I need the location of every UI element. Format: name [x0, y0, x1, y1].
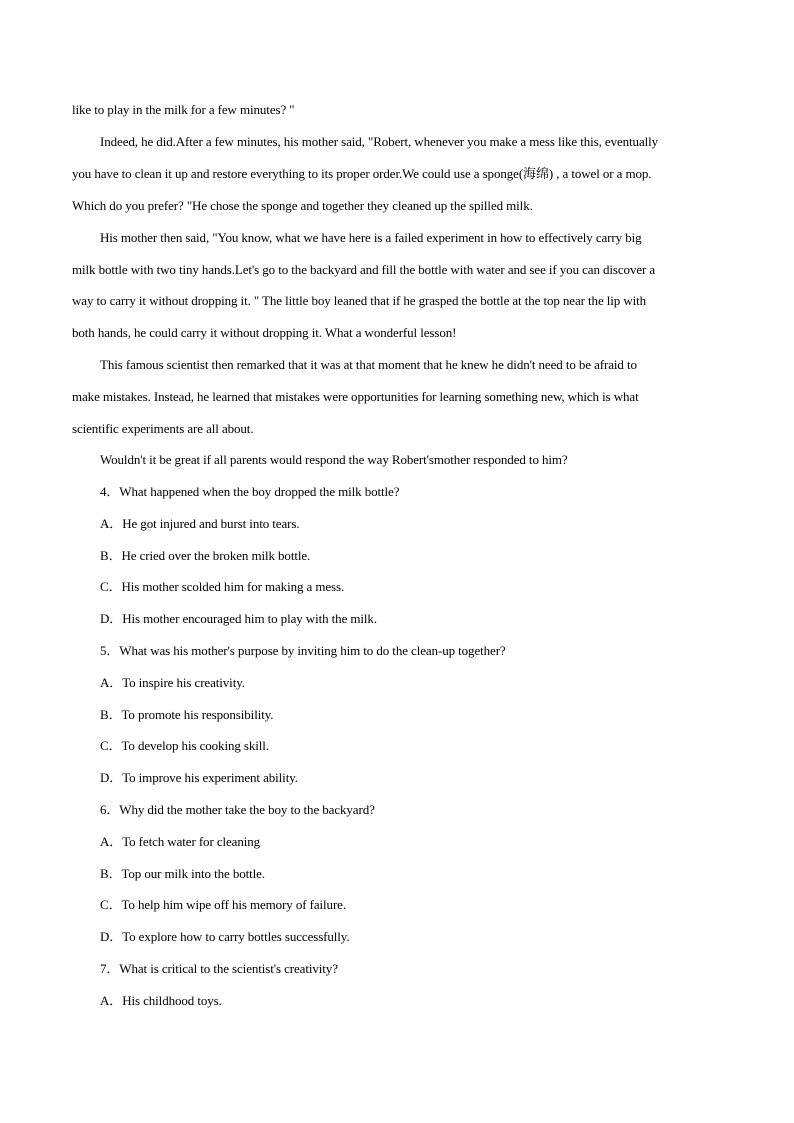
passage-line: like to play in the milk for a few minutes? " — [72, 102, 295, 117]
passage-line: both hands, he could carry it without dropping it. What a wonderful lesson! — [72, 325, 457, 340]
question-stem: 4．What happened when the boy dropped the milk bottle? — [100, 484, 400, 499]
answer-option: C．To develop his cooking skill. — [100, 738, 269, 753]
passage-line: scientific experiments are all about. — [72, 421, 254, 436]
passage-line: make mistakes. Instead, he learned that mistakes were opportunities for learning something new, which is what — [72, 389, 639, 404]
passage-line: way to carry it without dropping it. " The little boy leaned that if he grasped the bottle at the top near the lip with — [72, 293, 647, 308]
answer-option: D．To improve his experiment ability. — [100, 770, 298, 785]
passage-line: Indeed, he did.After a few minutes, his mother said, "Robert, whenever you make a mess like this, eventually — [100, 134, 659, 149]
passage-line: you have to clean it up and restore everything to its proper order.We could use a sponge(海绵) , a towel or a mop. — [72, 166, 652, 181]
answer-option: A．To fetch water for cleaning — [100, 834, 261, 849]
answer-option: A．To inspire his creativity. — [100, 675, 245, 690]
answer-option: B．To promote his responsibility. — [100, 707, 274, 722]
passage-line: milk bottle with two tiny hands.Let's go to the backyard and fill the bottle with water and see if you can discover a — [72, 262, 656, 277]
answer-option: D．To explore how to carry bottles successfully. — [100, 929, 350, 944]
passage-line: This famous scientist then remarked that it was at that moment that he knew he didn't need to be afraid to — [100, 357, 637, 372]
answer-option: A．He got injured and burst into tears. — [100, 516, 300, 531]
question-stem: 7．What is critical to the scientist's creativity? — [100, 961, 338, 976]
answer-option: B．Top our milk into the bottle. — [100, 866, 265, 881]
answer-option: D．His mother encouraged him to play with the milk. — [100, 611, 377, 626]
passage-line: Which do you prefer? "He chose the sponge and together they cleaned up the spilled milk. — [72, 198, 533, 213]
answer-option: C．His mother scolded him for making a mess. — [100, 579, 345, 594]
answer-option: B．He cried over the broken milk bottle. — [100, 548, 311, 563]
question-stem: 5．What was his mother's purpose by inviting him to do the clean-up together? — [100, 643, 506, 658]
passage-line: His mother then said, "You know, what we have here is a failed experiment in how to effectively carry big — [100, 230, 642, 245]
answer-option: A．His childhood toys. — [100, 993, 222, 1008]
question-stem: 6．Why did the mother take the boy to the backyard? — [100, 802, 375, 817]
answer-option: C．To help him wipe off his memory of failure. — [100, 897, 346, 912]
passage-line: Wouldn't it be great if all parents would respond the way Robert'smother responded to him? — [100, 452, 568, 467]
